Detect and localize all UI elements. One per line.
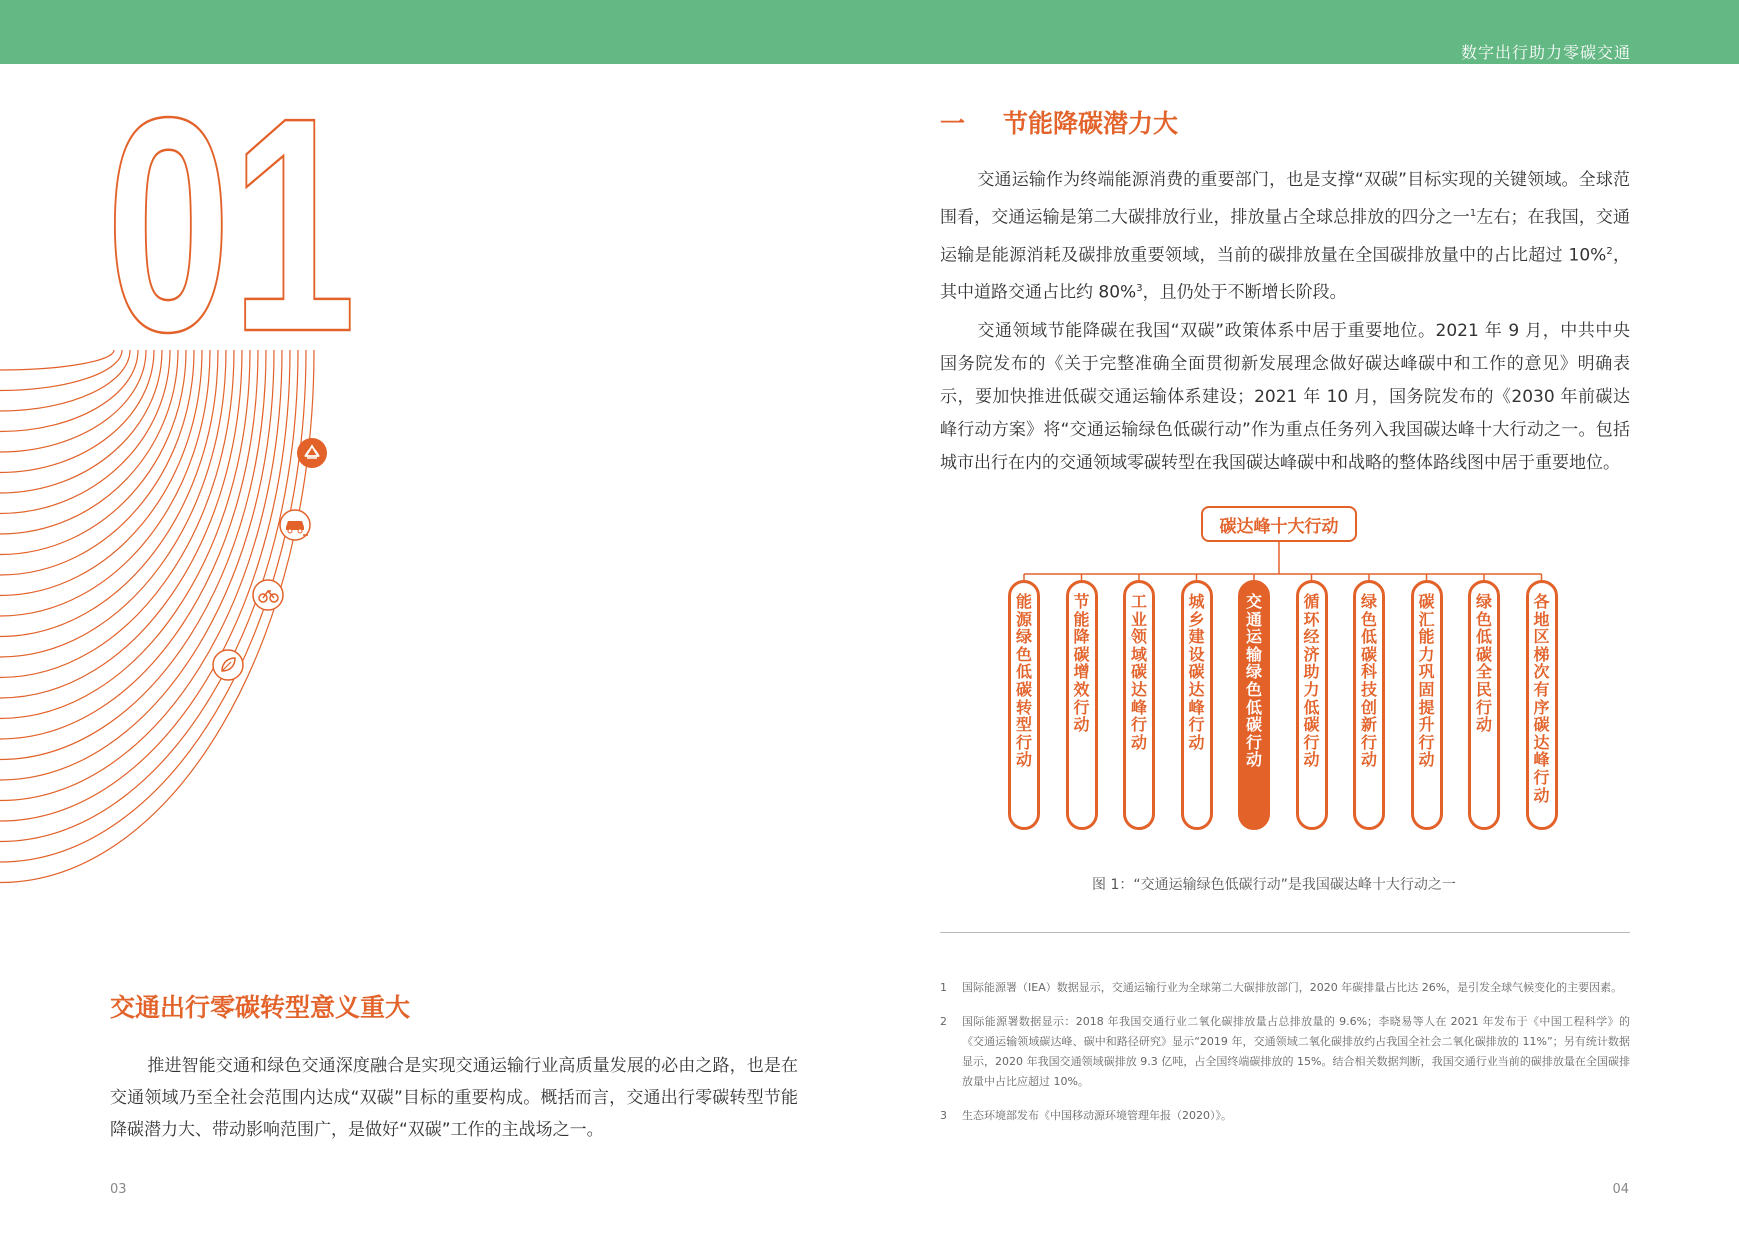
footnote-ref-3[interactable]: 3 [1136, 283, 1143, 295]
svg-text:01: 01 [106, 54, 356, 395]
left-heading: 交通出行零碳转型意义重大 [110, 993, 411, 1022]
footnotes [940, 978, 1630, 1140]
decorative-arcs [0, 350, 360, 910]
electric-car-icon [280, 510, 310, 540]
figure-caption: 图 1：“交通运输绿色低碳行动”是我国碳达峰十大行动之一 [1092, 877, 1456, 893]
footnote-text: 生态环境部发布《中国移动源环境管理年报（2020）》。 [962, 1109, 1232, 1122]
tree-diagram [990, 496, 1570, 846]
diagram-branch-6: 循 环 经 济 助 力 低 碳 行 动 [1296, 580, 1328, 830]
page-number-left: 03 [110, 1182, 127, 1197]
paragraph-2: 交通领域节能降碳在我国“双碳”政策体系中居于重要地位。2021 年 9 月，中共中央 国务院发布的《关于完整准确全面贯彻新发展理念做好碳达峰碳中和工作的意见》明确表示，要加快推进低碳交通运输体系建设；2021 年 10 月，国务院发布的《2030 年前碳达峰行动方案》将“交通运输绿色低碳行动”作为重点任务列入我国碳达峰十大行动之一。包括城市出行在内的交通领域零碳转型在我国碳达峰碳中和战略的整体路线图中居于重要地位。 [940, 321, 1630, 473]
recycle-icon [297, 438, 327, 468]
chapter-number [106, 54, 376, 395]
footnote-3 [940, 1106, 1630, 1126]
footnote-ref-1[interactable]: 1 [1469, 208, 1477, 219]
diagram-branch-7: 绿 色 低 碳 科 技 创 新 行 动 [1353, 580, 1385, 830]
footnote-ref-2[interactable]: 2 [1606, 245, 1613, 257]
diagram-branch-8: 碳 汇 能 力 巩 固 提 升 行 动 [1411, 580, 1443, 830]
diagram-branch-2: 节 能 降 碳 增 效 行 动 [1066, 580, 1098, 830]
section-number: 一 [940, 109, 966, 138]
header-title: 数字出行助力零碳交通 [1460, 43, 1631, 62]
footnote-number: 2 [940, 1015, 947, 1028]
paragraph-1-part-a: 交通运输作为终端能源消费的重要部门，也是支撑“双碳”目标实现的关键领域。全球范围看，交通运输是第二大碳排放行业，排放量占全球总排放的四分之一 [940, 170, 1630, 228]
bicycle-icon [253, 580, 283, 610]
paragraph-1 [940, 164, 1630, 310]
diagram-branch-4: 城 乡 建 设 碳 达 峰 行 动 [1181, 580, 1213, 830]
diagram-branch-9: 绿 色 低 碳 全 民 行 动 [1468, 580, 1500, 830]
section-heading [940, 104, 1178, 140]
diagram-branch-3: 工 业 领 域 碳 达 峰 行 动 [1123, 580, 1155, 830]
diagram-branch-5: 交 通 运 输 绿 色 低 碳 行 动 [1238, 580, 1270, 830]
paragraph-1-part-b: 左右；在我国，交通运输是能源消耗及碳排放重要领域，当前的碳排放量在全国碳排放量中的占比超过 10% [940, 207, 1631, 266]
page-number-right: 04 [1612, 1182, 1629, 1197]
left-paragraph: 推进智能交通和绿色交通深度融合是实现交通运输行业高质量发展的必由之路，也是在交通领域乃至全社会范围内达成“双碳”目标的重要构成。概括而言，交通出行零碳转型节能降碳潜力大、带动影响范围广，是做好“双碳”工作的主战场之一。 [110, 1056, 798, 1140]
footnote-number: 1 [940, 981, 947, 994]
leaf-icon [213, 650, 243, 680]
diagram-branch-10: 各 地 区 梯 次 有 序 碳 达 峰 行 动 [1526, 580, 1558, 830]
paragraph-1-part-d: ，且仍处于不断增长阶段。 [1142, 282, 1347, 303]
paragraph-1-part-c: ，其中道路交通占比约 80% [940, 245, 1631, 303]
footnote-divider [940, 932, 1630, 933]
footnote-text: 国际能源署（IEA）数据显示，交通运输行业为全球第二大碳排放部门，2020 年碳排量占比达 26%，是引发全球气候变化的主要因素。 [962, 981, 1623, 994]
footnote-1 [940, 978, 1630, 998]
diagram-branch-1: 能 源 绿 色 低 碳 转 型 行 动 [1008, 580, 1040, 830]
footnote-2 [940, 1012, 1630, 1092]
diagram-root: 碳达峰十大行动 [1201, 506, 1357, 542]
footnote-text: 国际能源署数据显示：2018 年我国交通行业二氧化碳排放量占总排放量的 9.6%；李晓易等人在 2021 年发布于《中国工程科学》的《交通运输领域碳达峰、碳中和路径研究》显示“2019 年，交通领域二氧化碳排放约占我国全社会二氧化碳排放的 11%”；另有统计数据显示，2020 年我国交通领域碳排放 9.3 亿吨，占全国终端碳排放的 15%。结合相关数据判断，我国交通行业当前的碳排放量在全国碳排放量中占比应超过 10%。 [962, 1015, 1630, 1088]
footnote-number: 3 [940, 1109, 947, 1122]
section-title: 节能降碳潜力大 [1003, 109, 1179, 138]
